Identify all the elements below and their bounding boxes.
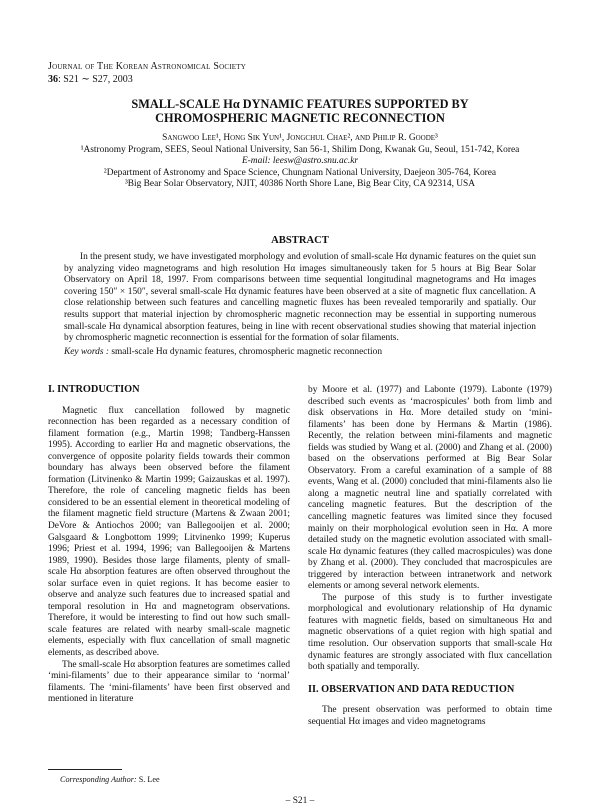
author-email: E-mail: leesw@astro.snu.ac.kr [241, 156, 359, 167]
abstract-text: In the present study, we have investigated morphology and evolution of small-scale Hα dynamic features on the quiet sun by analyzing video magnetograms and high resolution Hα images simultaneously taken for 5 hours at Big Bear Solar Observatory on April 18, 1997. From comparisons between time sequential longitudinal magnetograms and Hα images covering 150″ × 150″, several small-scale Hα dynamic features have been observed at a site of magnetic flux cancellation. A close relationship between such features and cancelling magnetic fluxes has been revealed temporarily and spatially. Our results support that material injection by chromospheric magnetic reconnection may be essential in supporting numerous small-scale Hα dynamical absorption features, being in line with recent observational studies showing that material injection by chromospheric magnetic reconnection is essential for the formation of solar filaments. [64, 252, 536, 344]
introduction-heading: I. INTRODUCTION [48, 384, 140, 395]
journal-pages: : S21 ∼ S27, 2003 [58, 73, 133, 85]
intro-paragraph-1: Magnetic flux cancellation followed by magnetic reconnection has been regarded as a necessary condition of filament formation (e.g., Martin 1998; Tandberg-Hanssen 1995). According to earlier Hα and magnetic observations, the convergence of opposite polarity fields towards their common boundary has always been observed before the filament formation (Litvinenko & Martin 1999; Gaizauskas et al. 1997). Therefore, the role of canceling magnetic fields has been considered to be an essential element in theoretical modeling of the filament magnetic field structure (Martens & Zwaan 2001; DeVore & Antiochos 2000; van Ballegooijen et al. 2000; Galsgaard & Longbottom 1999; Litvinenko 1999; Kuperus 1996; Priest et al. 1994, 1996; van Ballegooijen & Martens 1989, 1990). Besides those large filaments, plenty of small-scale Hα absorption features are often observed throughout the solar surface even in quiet regions. It has become easier to observe and analyze such features due to increased spatial and temporal resolution in Hα and magnetogram observations. Therefore, it would be interesting to find out how such small-scale features are related with nearby small-scale magnetic elements, especially with flux cancellation of small magnetic elements, as described above. [48, 405, 290, 659]
author-names: Sangwoo Lee¹, Hong Sik Yun¹, Jongchul Chae², and Philip R. Goode³ [162, 133, 438, 143]
footnote-rule [48, 769, 122, 770]
keywords [64, 347, 536, 359]
intro-paragraph-4: The purpose of this study is to further investigate morphological and evolutionary relationship of Hα dynamic features with magnetic fields, based on simultaneous Hα and magnetic observations of a quiet region with high spatial and time resolution. Our observation supports that small-scale Hα dynamic features are strongly associated with flux cancellation both spatially and temporally. [308, 592, 552, 673]
intro-paragraph-3: by Moore et al. (1977) and Labonte (1979). Labonte (1979) described such events as ‘macrospicules’ both from limb and disk observations in Hα. More detailed study on ‘mini-filaments’ has been done by Hermans & Martin (1986). Recently, the relation between mini-filaments and magnetic fields was studied by Wang et al. (2000) and Zhang et al. (2000) based on the observations performed at Big Bear Solar Observatory. From a careful examination of a sample of 88 events, Wang et al. (2000) concluded that mini-filaments also lie along a magnetic neutral line and spatially correlated with canceling magnetic features. But the description of the cancelling magnetic features was limited since they focused mainly on their morphological evolution seen in Hα. A more detailed study on the magnetic evolution associated with small-scale Hα dynamic features (they called macrospicules) was done by Zhang et al. (2000). They concluded that macrospicules are triggered by interaction between intranetwork and network elements or among several network elements. [308, 385, 552, 592]
corresponding-author-footnote [60, 775, 160, 784]
title-line-2: CHROMOSPHERIC MAGNETIC RECONNECTION [155, 111, 445, 125]
journal-volume-line [48, 74, 246, 87]
page-number: – S21 – [285, 796, 315, 806]
footnote-label: Corresponding Author: [60, 775, 137, 784]
keywords-label: Key words : [64, 347, 109, 357]
journal-header [48, 61, 246, 86]
affiliation-1: ¹Astronomy Program, SEES, Seoul National University, San 56-1, Shilim Dong, Kwanak Gu, Seoul, 151-742, Korea [80, 144, 520, 155]
observation-heading: II. OBSERVATION AND DATA REDUCTION [308, 683, 515, 695]
footnote-name: S. Lee [136, 775, 160, 784]
observation-paragraph-1: The present observation was performed to obtain time sequential Hα images and video magnetograms [308, 705, 552, 727]
keywords-text: small-scale Hα dynamic features, chromospheric magnetic reconnection [108, 347, 383, 357]
abstract-heading: ABSTRACT [271, 235, 329, 246]
affiliation-2: ²Department of Astronomy and Space Science, Chungnam National University, Daejeon 305-764, Korea [103, 167, 497, 178]
intro-paragraph-2: The small-scale Hα absorption features are sometimes called ‘mini-filaments’ due to their appearance similar to ‘normal’ filaments. The ‘mini-filaments’ have been first observed and mentioned in literature [48, 659, 291, 705]
journal-volume: 36 [48, 73, 58, 85]
title-line-1: SMALL-SCALE Hα DYNAMIC FEATURES SUPPORTED BY [131, 97, 469, 111]
paper-title [60, 97, 540, 125]
left-column [48, 384, 290, 706]
affiliation-3: ³Big Bear Solar Observatory, NJIT, 40386 North Shore Lane, Big Bear City, CA 92314, USA [124, 179, 476, 190]
right-column [308, 385, 552, 728]
author-block [48, 133, 552, 191]
journal-name: Journal of The Korean Astronomical Society [48, 61, 246, 72]
